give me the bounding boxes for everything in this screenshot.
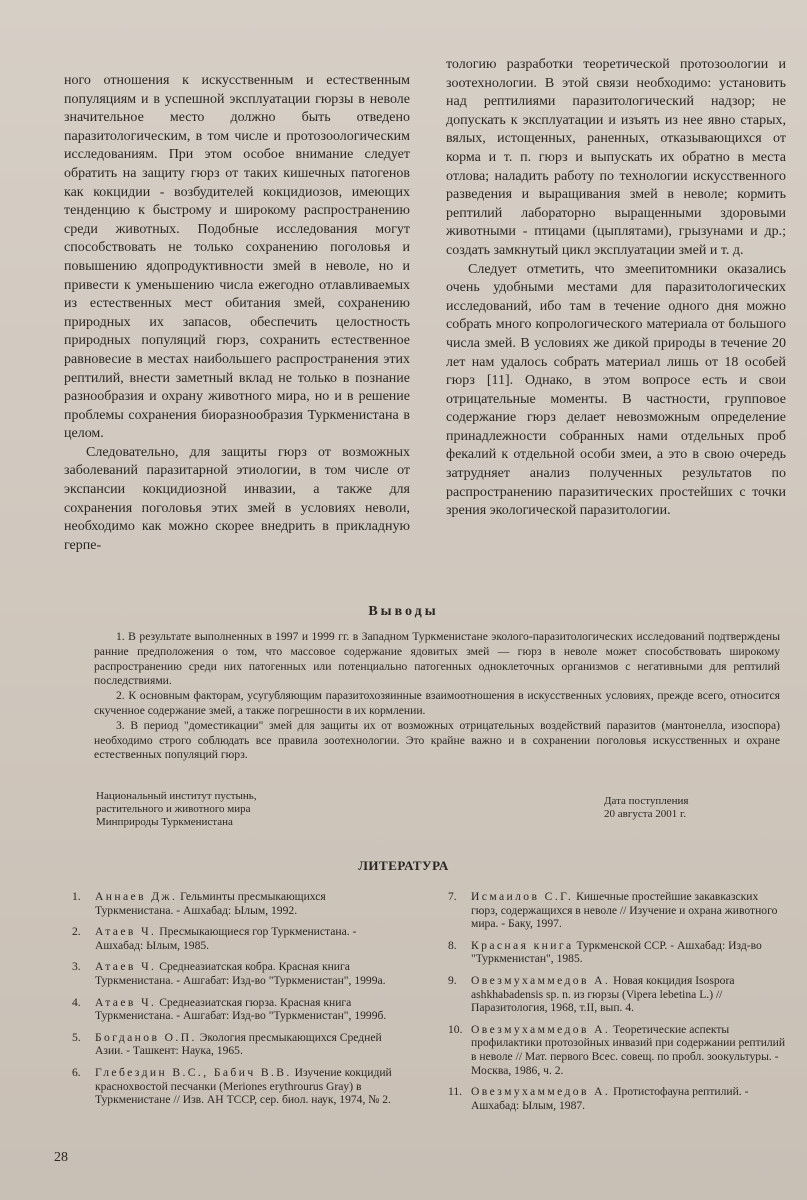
reference-text: Гельминты пресмыкающихся Туркменистана. - Ашхабад: Ылым, 1992. <box>95 890 326 917</box>
reference-item <box>72 960 402 987</box>
reference-item <box>448 1023 788 1077</box>
text-column-left <box>64 72 410 555</box>
conclusion-item: 3. В период "доместикации" змей для защиты их от возможных отрицательных воздействий паразитов (мантонелла, изоспора) необходимо строго соблюдать все правила зоотехнологии. Это крайне важно и в сохранении поголовья искусственных и охране естественных популяций гюрз. <box>94 718 780 762</box>
reference-text: Новая кокцидия Isospora ashkhabadensis sp. n. из гюрзы (Vipera lebetina L.) // Паразитология, 1968, т.II, вып. 4. <box>471 973 735 1015</box>
reference-number: 1. <box>72 890 81 903</box>
paragraph: Следует отметить, что змеепитомники оказались очень удобными местами для паразитологических исследований, ибо там в течение одного дня можно собрать много копрологического материала от большого числа змей. В условиях же дикой природы в течение 20 лет нам удалось собрать материал лишь от 18 особей гюрз [11]. Однако, в этом вопросе есть и свои отрицательные моменты. В частности, групповое содержание гюрз делает невозможным определение принадлежности собранных нами отдельных проб фекалий к отдельной особи змеи, а это в свою очередь затрудняет анализ полученных результатов по распространению паразитических простейших с точки зрения экологической паразитологии. <box>446 261 786 519</box>
reference-item <box>72 890 402 917</box>
text-column-right <box>446 56 786 521</box>
reference-item <box>448 890 788 931</box>
paragraph: ного отношения к искусственным и естественным популяциям и в успешной эксплуатации гюрзы в неволе значительное место должно быть отведено паразитологическим, в том числе и протозоологическим исследованиям. При этом особое внимание следует обратить на защиту гюрз от таких кишечных патогенов как кокцидии - возбудителей кокцидиозов, имеющих тенденцию к быстрому и широкому распространению среди животных. Подобные исследования могут способствовать не только сохранению поголовья и повышению ядопродуктивности змей в неволе, но и привести к уменьшению числа ежегодно отлавливаемых из естественных мест обитания змей, сохранению природных их запасов, обеспечить целостность природных популяций гюрз, сохранить естественное равновесие в местах наибольшего распространения этих рептилий, внести заметный вклад не только в познание разнообразия и охрану животного мира, но и в решение проблемы сохранения биоразнообразия Туркменистана в целом. <box>64 73 410 442</box>
reference-author: Овезмухаммедов А. <box>471 1085 611 1099</box>
conclusions-heading: Выводы <box>368 604 439 619</box>
author-affiliation <box>96 790 336 829</box>
reference-item <box>72 1031 402 1058</box>
reference-text: Теоретические аспекты профилактики протозойных инвазий при содержании рептилий в неволе // Мат. первого Всес. совещ. по пробл. зоокультуры. - Москва, 1986, ч. 2. <box>471 1022 786 1077</box>
reference-number: 6. <box>72 1065 81 1079</box>
reference-text: Кишечные простейшие закавказских гюрз, содержащихся в неволе // Изучение и охрана животного мира. - Баку, 1997. <box>471 890 778 931</box>
reference-author: Овезмухаммедов А. <box>471 1022 611 1036</box>
affiliation-line: Минприроды Туркменистана <box>96 816 233 828</box>
reference-author: Богданов О.П. <box>95 1030 197 1044</box>
reference-text: Протистофауна рептилий. - Ашхабад: Ылым, 1987. <box>471 1085 749 1112</box>
reference-text: Среднеазиатская кобра. Красная книга Туркменистана. - Ашгабат: Изд-во "Туркменистан", 1999а. <box>95 960 386 987</box>
reference-item <box>72 996 402 1023</box>
received-label: Дата поступления <box>604 795 689 807</box>
paragraph: Следовательно, для защиты гюрз от возможных заболеваний паразитарной этиологии, в том числе от экспансии кокцидиозной инвазии, а также для сохранения поголовья этих змей в условиях неволи, необходимо как можно скорее внедрить в прикладную герпе- <box>64 444 410 553</box>
paragraph: тологию разработки теоретической протозоологии и зоотехнологии. В этой связи необходимо: установить над рептилиями паразитологический надзор; не допускать к эксплуатации и изъять из нее явно старых, вялых, истощенных, раненных, отказывающихся от корма и т. п. гюрз и выпускать их обратно в места отлова; наладить работу по технологии искусственного разведения и выращивания змей в неволе; кормить рептилий лабораторно выращенными здоровыми животными - птицами (цыплятами), грызунами и др.; создать замкнутый цикл эксплуатации змей и т. д. <box>446 57 786 258</box>
reference-number: 4. <box>72 995 81 1009</box>
reference-number: 3. <box>72 960 81 974</box>
reference-number: 9. <box>448 973 457 987</box>
references-heading: ЛИТЕРАТУРА <box>358 858 449 873</box>
reference-item <box>448 974 788 1015</box>
affiliation-line: Национальный институт пустынь, <box>96 790 257 802</box>
reference-author: Глебездин В.С., Бабич В.В. <box>95 1065 292 1079</box>
reference-number: 5. <box>72 1030 81 1044</box>
reference-number: 2. <box>72 925 81 939</box>
conclusion-item: 1. В результате выполненных в 1997 и 1999 гг. в Западном Туркменистане эколого-паразитологических исследований подтверждены ранние предположения о том, что массовое содержание ядовитых змей — гюрз в неволе может способствовать широкому распространению среди них патогенных или потенциально патогенных одноклеточных организмов с негативными для рептилий последствиями. <box>94 630 780 688</box>
reference-author: Атаев Ч. <box>95 995 157 1009</box>
reference-item <box>72 1066 402 1107</box>
reference-text: Пресмыкающиеся гор Туркменистана. - Ашхабад: Ылым, 1985. <box>95 925 357 952</box>
reference-text: Изучение кокцидий краснохвостой песчанки (Meriones erythrourus Gray) в Туркменистане // Изв. АН ТССР, сер. биол. наук, 1974, № 2. <box>95 1065 392 1107</box>
reference-number: 8. <box>448 938 457 952</box>
reference-item <box>448 939 788 966</box>
reference-item <box>72 925 402 952</box>
reference-text: Экология пресмыкающихся Средней Азии. - Ташкент: Наука, 1965. <box>95 1030 382 1058</box>
reference-number: 11. <box>448 1085 463 1099</box>
reference-author: Атаев Ч. <box>95 925 157 939</box>
reference-author: Овезмухаммедов А. <box>471 973 611 987</box>
reference-author: Аннаев Дж. <box>95 890 178 903</box>
conclusions-list <box>94 630 780 763</box>
received-date-block <box>604 795 774 821</box>
reference-text: Среднеазиатская гюрза. Красная книга Туркменистана. - Ашгабат: Изд-во "Туркменистан", 1999б. <box>95 995 387 1023</box>
reference-author: Атаев Ч. <box>95 960 157 974</box>
page-number: 28 <box>54 1150 68 1165</box>
reference-item <box>448 1085 788 1112</box>
reference-number: 7. <box>448 890 457 903</box>
reference-text: Туркменской ССР. - Ашхабад: Изд-во "Туркменистан", 1985. <box>471 938 762 966</box>
conclusion-item: 2. К основным факторам, усугубляющим паразитохозяинные взаимоотношения в искусственных условиях, прежде всего, относится скученное содержание змей, а также погрешности в их кормлении. <box>94 689 780 717</box>
reference-number: 10. <box>448 1022 463 1036</box>
references-list-left <box>72 890 402 1115</box>
received-date: 20 августа 2001 г. <box>604 808 687 820</box>
reference-author: Красная книга <box>471 938 574 952</box>
reference-author: Исмаилов С.Г. <box>471 890 574 903</box>
references-list-right <box>448 890 788 1120</box>
affiliation-line: растительного и животного мира <box>96 803 251 815</box>
